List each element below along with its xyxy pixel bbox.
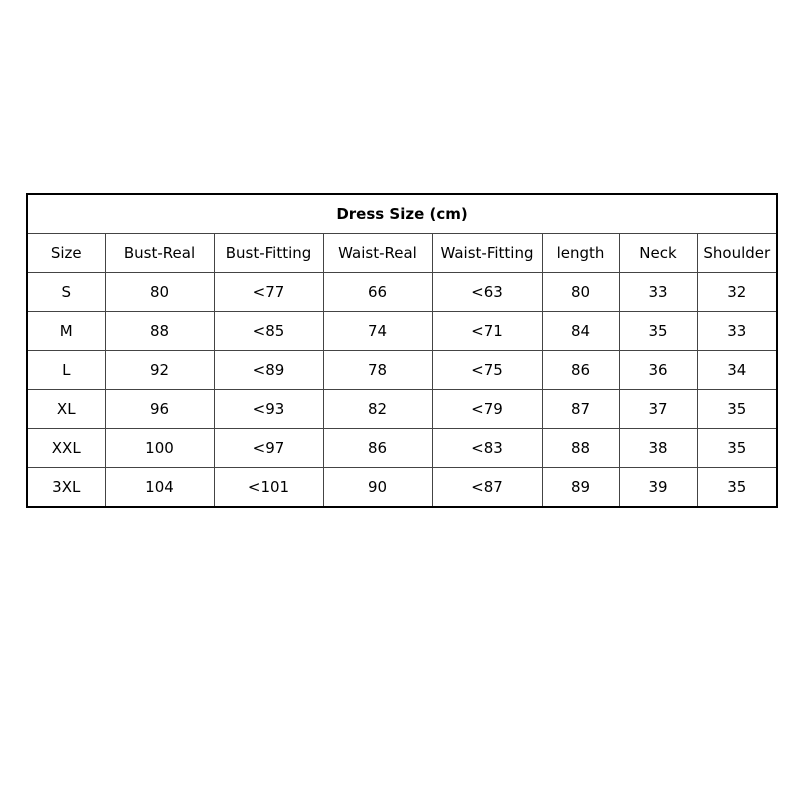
cell-length: 80 (542, 273, 619, 312)
cell-waist-fitting: <79 (432, 390, 542, 429)
cell-bust-real: 80 (105, 273, 214, 312)
table-title: Dress Size (cm) (27, 194, 777, 234)
cell-waist-real: 78 (323, 351, 432, 390)
cell-shoulder: 33 (697, 312, 777, 351)
column-header-shoulder: Shoulder (697, 234, 777, 273)
cell-shoulder: 35 (697, 468, 777, 508)
cell-size: 3XL (27, 468, 105, 508)
table-row (27, 312, 777, 351)
table-row (27, 390, 777, 429)
cell-waist-real: 86 (323, 429, 432, 468)
cell-bust-real: 104 (105, 468, 214, 508)
cell-bust-fitting: <101 (214, 468, 323, 508)
cell-waist-fitting: <71 (432, 312, 542, 351)
cell-shoulder: 34 (697, 351, 777, 390)
cell-waist-fitting: <75 (432, 351, 542, 390)
column-header-size: Size (27, 234, 105, 273)
cell-neck: 37 (619, 390, 697, 429)
cell-shoulder: 35 (697, 429, 777, 468)
cell-neck: 36 (619, 351, 697, 390)
cell-bust-fitting: <85 (214, 312, 323, 351)
column-header-waist-fitting: Waist-Fitting (432, 234, 542, 273)
cell-size: XL (27, 390, 105, 429)
cell-bust-fitting: <93 (214, 390, 323, 429)
table-row (27, 351, 777, 390)
cell-waist-fitting: <87 (432, 468, 542, 508)
column-header-bust-real: Bust-Real (105, 234, 214, 273)
cell-neck: 33 (619, 273, 697, 312)
size-table (26, 193, 778, 508)
cell-bust-real: 92 (105, 351, 214, 390)
cell-shoulder: 35 (697, 390, 777, 429)
cell-waist-real: 82 (323, 390, 432, 429)
cell-waist-real: 90 (323, 468, 432, 508)
cell-bust-real: 88 (105, 312, 214, 351)
column-header-length: length (542, 234, 619, 273)
cell-size: L (27, 351, 105, 390)
cell-neck: 35 (619, 312, 697, 351)
cell-bust-fitting: <97 (214, 429, 323, 468)
cell-waist-fitting: <63 (432, 273, 542, 312)
cell-size: XXL (27, 429, 105, 468)
column-header-waist-real: Waist-Real (323, 234, 432, 273)
cell-length: 89 (542, 468, 619, 508)
column-header-bust-fitting: Bust-Fitting (214, 234, 323, 273)
table-row (27, 429, 777, 468)
column-header-neck: Neck (619, 234, 697, 273)
cell-bust-fitting: <89 (214, 351, 323, 390)
size-chart (26, 193, 776, 508)
cell-shoulder: 32 (697, 273, 777, 312)
cell-bust-real: 96 (105, 390, 214, 429)
cell-neck: 39 (619, 468, 697, 508)
cell-bust-fitting: <77 (214, 273, 323, 312)
cell-length: 88 (542, 429, 619, 468)
cell-neck: 38 (619, 429, 697, 468)
table-row (27, 468, 777, 508)
cell-bust-real: 100 (105, 429, 214, 468)
cell-length: 87 (542, 390, 619, 429)
cell-size: S (27, 273, 105, 312)
cell-size: M (27, 312, 105, 351)
cell-length: 86 (542, 351, 619, 390)
cell-length: 84 (542, 312, 619, 351)
cell-waist-real: 66 (323, 273, 432, 312)
header-row (27, 234, 777, 273)
title-row (27, 194, 777, 234)
cell-waist-real: 74 (323, 312, 432, 351)
table-row (27, 273, 777, 312)
cell-waist-fitting: <83 (432, 429, 542, 468)
